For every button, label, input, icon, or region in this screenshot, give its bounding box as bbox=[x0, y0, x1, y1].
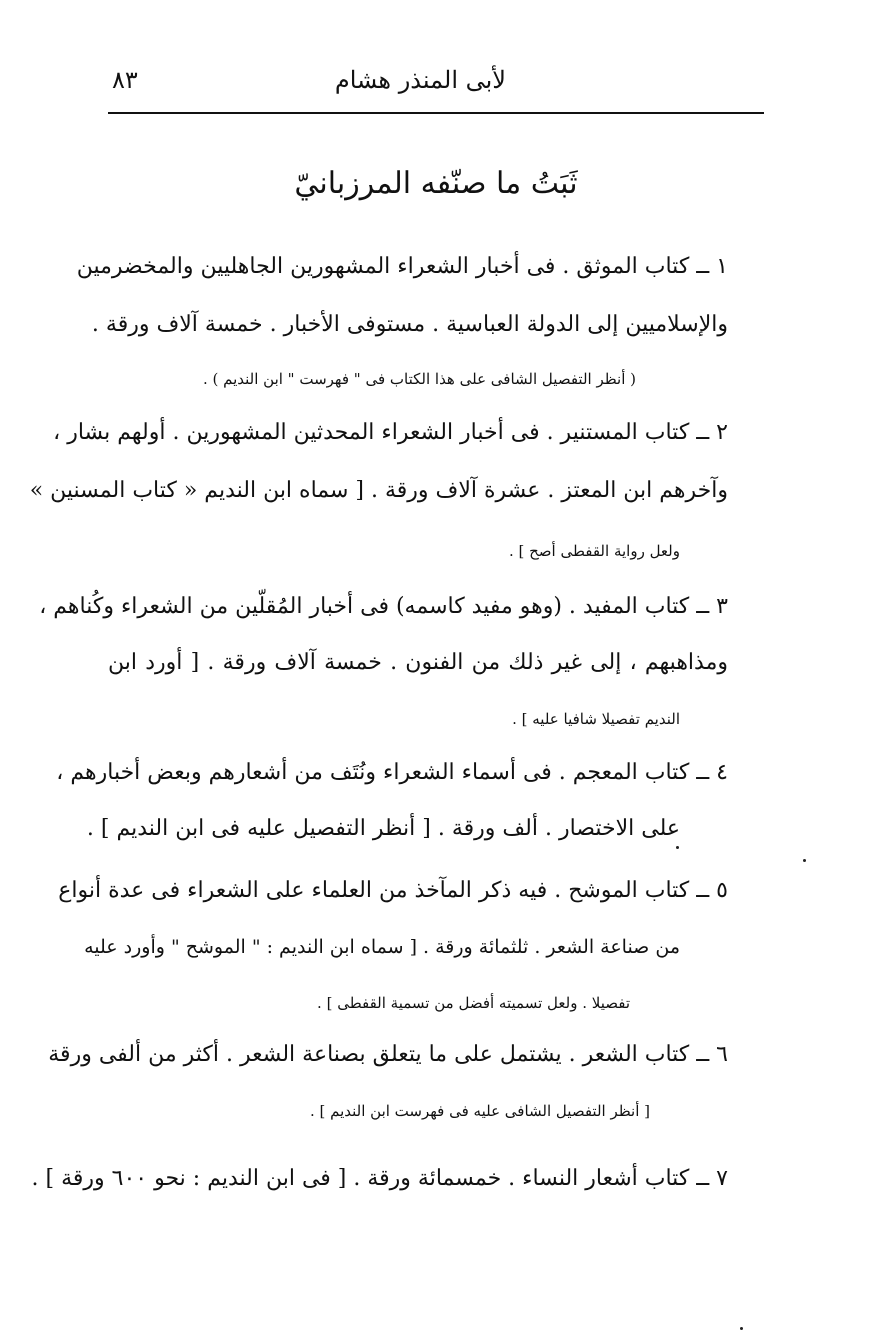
entry-note: ( أنظر التفصيل الشافى على هذا الكتاب فى " فهرست " ابن النديم ) . bbox=[202, 370, 636, 388]
ink-speck bbox=[803, 859, 806, 862]
page-number: ٨٣ bbox=[112, 66, 138, 94]
page-header bbox=[108, 62, 764, 110]
running-title: لأبى المنذر هشام bbox=[334, 66, 506, 94]
entry-line: ٣ ــ كتاب المفيد . (وهو مفيد كاسمه) فى أخبار المُقلّين من الشعراء وكُناهم ، bbox=[39, 594, 728, 619]
entry-line: ومذاهبهم ، إلى غير ذلك من الفنون . خمسة آلاف ورقة . [ أورد ابن bbox=[108, 650, 728, 675]
entry-line: والإسلاميين إلى الدولة العباسية . مستوفى الأخبار . خمسة آلاف ورقة . bbox=[91, 312, 728, 337]
header-rule bbox=[108, 112, 764, 114]
entry-line: وآخرهم ابن المعتز . عشرة آلاف ورقة . [ سماه ابن النديم « كتاب المسنين » bbox=[29, 478, 728, 503]
entry-note: النديم تفصيلا شافيا عليه ] . bbox=[512, 710, 680, 728]
entry-line: ٢ ــ كتاب المستنير . فى أخبار الشعراء المحدثين المشهورين . أولهم بشار ، bbox=[53, 420, 728, 445]
entry-note: تفصيلا . ولعل تسميته أفضل من تسمية القفطى ] . bbox=[317, 994, 630, 1012]
entry-line: ٤ ــ كتاب المعجم . فى أسماء الشعراء ونُتَف من أشعارهم وبعض أخبارهم ، bbox=[56, 760, 728, 785]
ink-speck bbox=[676, 846, 679, 849]
entry-line: على الاختصار . ألف ورقة . [ أنظر التفصيل عليه فى ابن النديم ] . bbox=[86, 816, 680, 841]
section-title: ثَبَتُ ما صنّفه المرزبانيّ bbox=[294, 166, 578, 201]
ink-speck bbox=[740, 1327, 743, 1330]
entry-line: ١ ــ كتاب الموثق . فى أخبار الشعراء المشهورين الجاهليين والمخضرمين bbox=[76, 254, 728, 279]
entry-note: [ أنظر التفصيل الشافى عليه فى فهرست ابن النديم ] . bbox=[309, 1102, 650, 1120]
entry-note: ولعل رواية القفطى أصح ] . bbox=[508, 542, 680, 560]
entry-line: ٦ ــ كتاب الشعر . يشتمل على ما يتعلق بصناعة الشعر . أكثر من ألفى ورقة bbox=[48, 1042, 728, 1067]
entry-line: ٧ ــ كتاب أشعار النساء . خمسمائة ورقة . [ فى ابن النديم : نحو ٦٠٠ ورقة ] . bbox=[31, 1166, 728, 1191]
entry-line: ٥ ــ كتاب الموشح . فيه ذكر المآخذ من العلماء على الشعراء فى عدة أنواع bbox=[58, 878, 728, 903]
entry-line: من صناعة الشعر . ثلثمائة ورقة . [ سماه ابن النديم : " الموشح " وأورد عليه bbox=[84, 936, 680, 958]
